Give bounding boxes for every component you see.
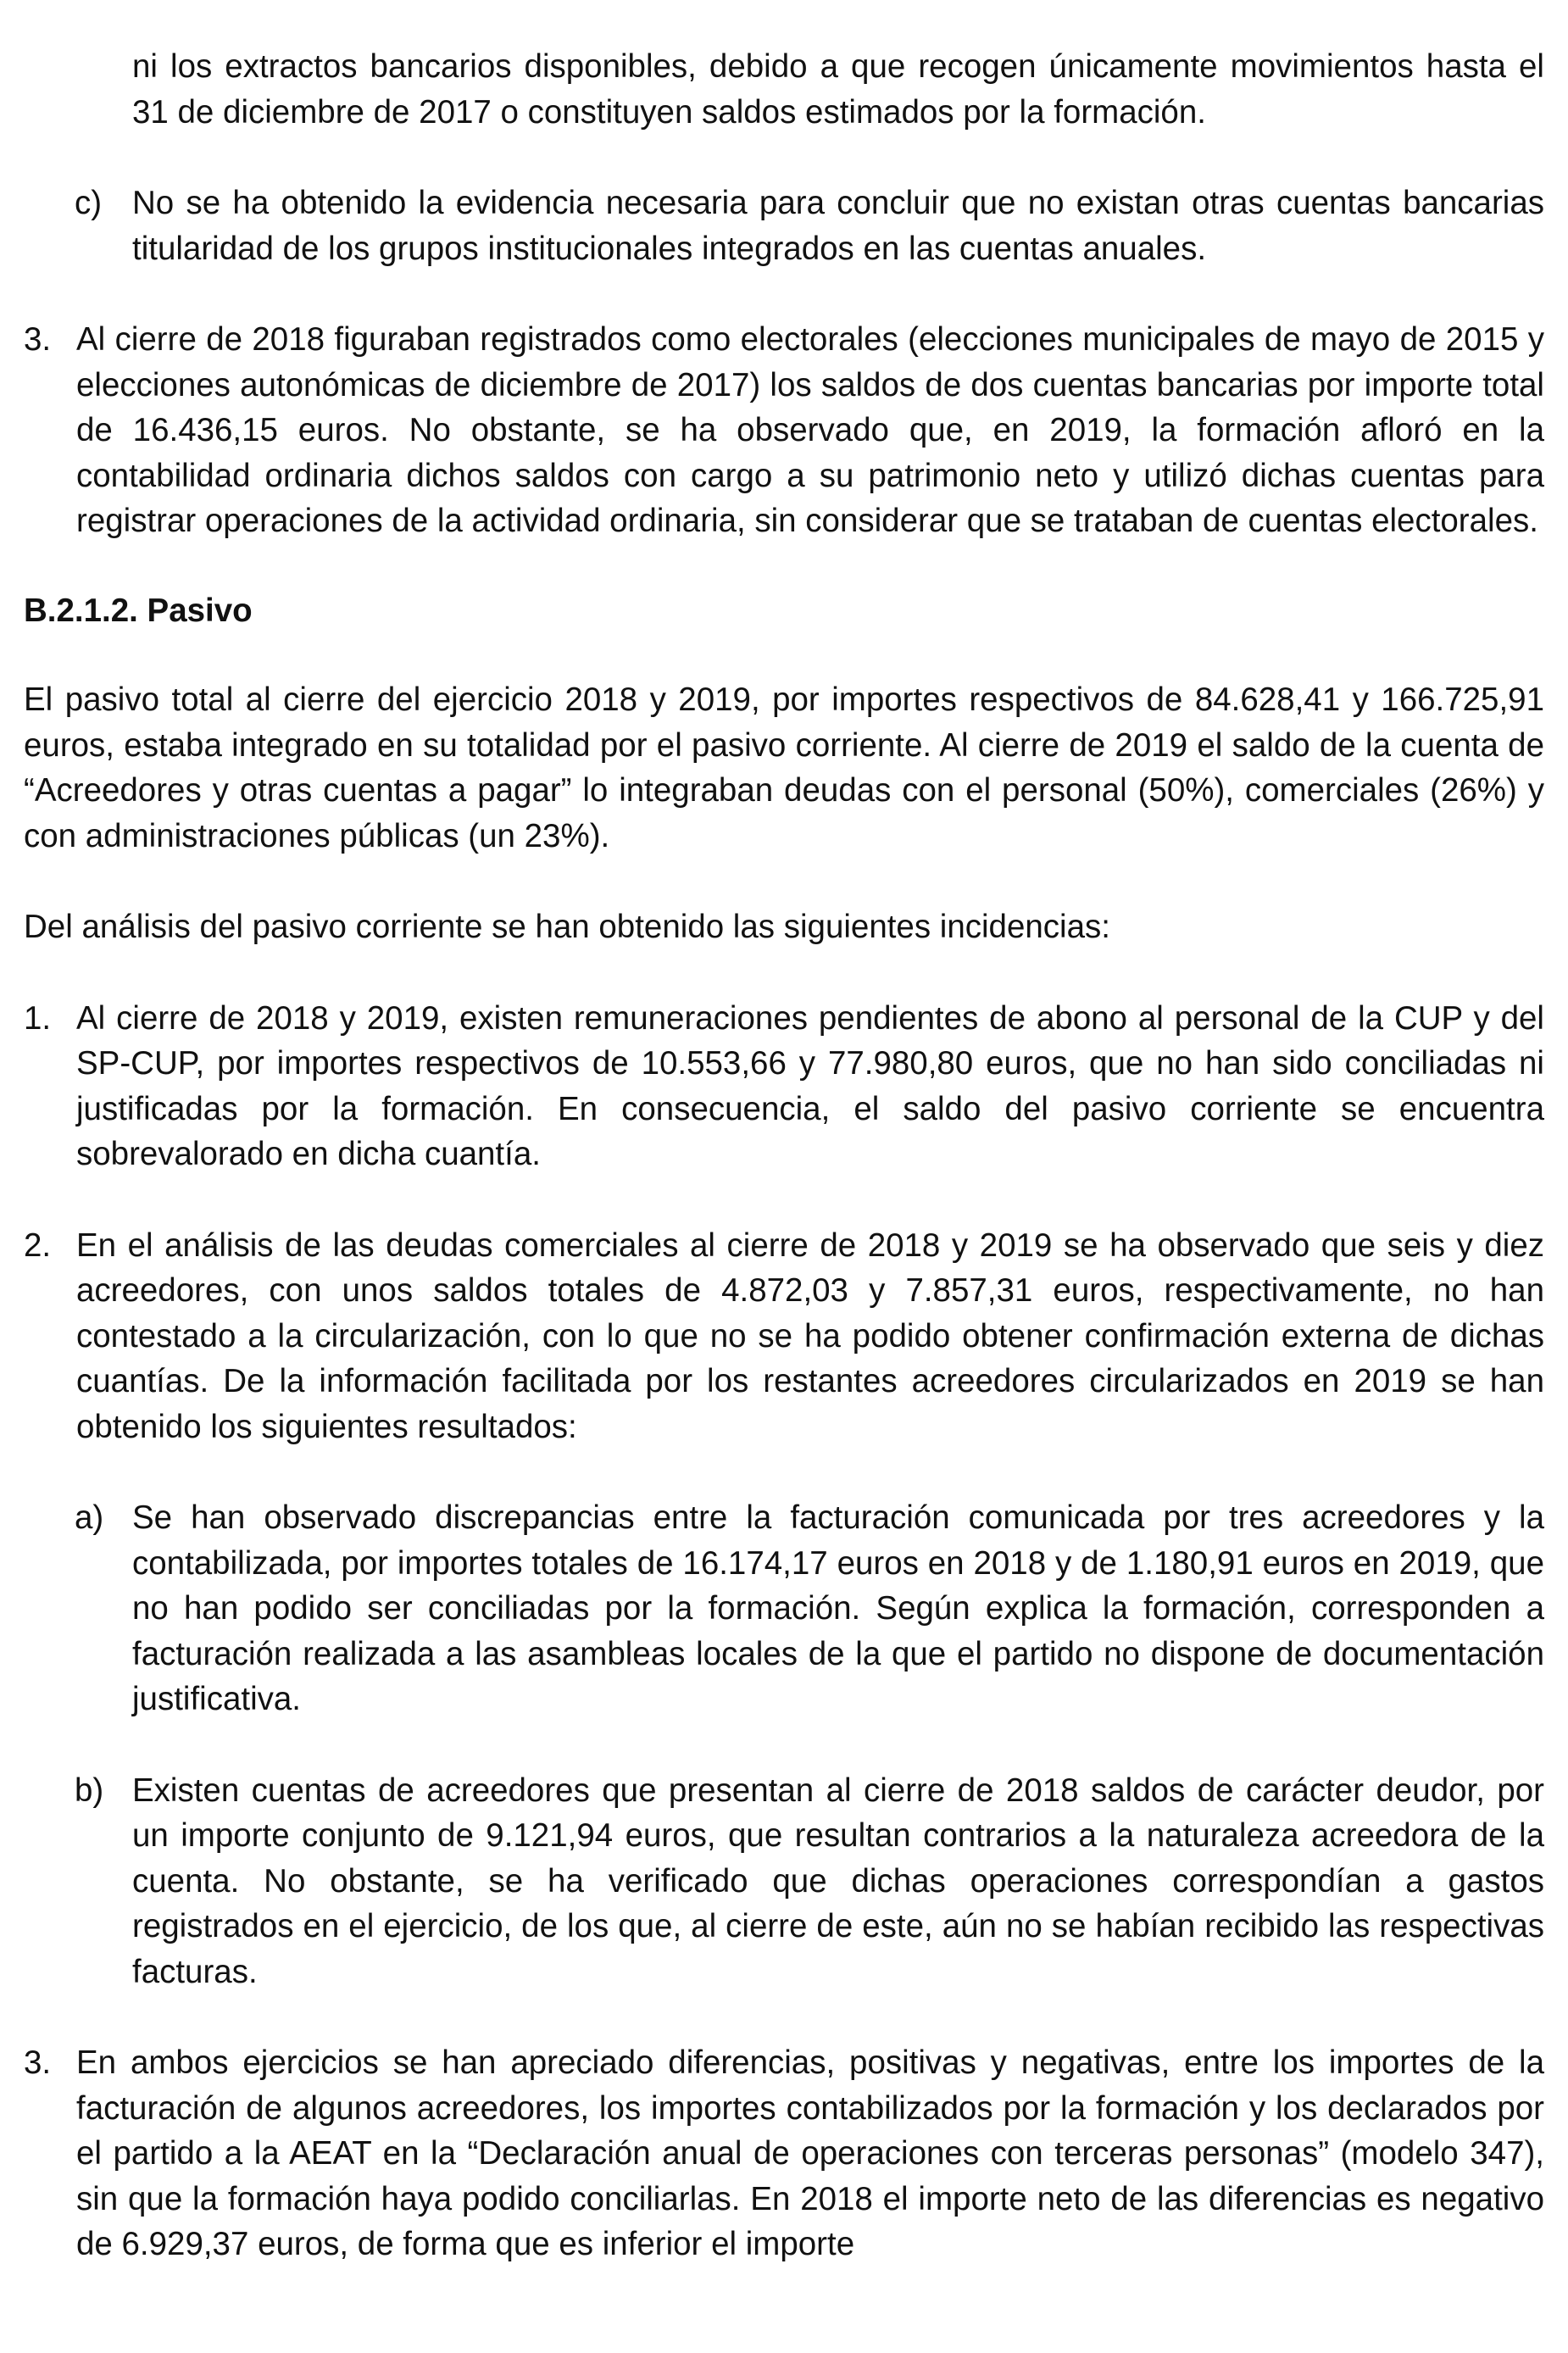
item-3-diferencias-text: En ambos ejercicios se han apreciado diferencias, positivas y negativas, entre los importes de la facturación de algunos acreedores, los importes contabilizados por la formación y los declarados por el partido a la AEAT en la “Declaración anual de operaciones con terceras personas” (modelo 347), sin que la formación haya podido conciliarlas. En 2018 el importe neto de las diferencias es negativo de 6.929,37 euros, de forma que es inferior el importe bbox=[76, 2044, 1544, 2262]
item-2b-marker: b) bbox=[75, 1772, 104, 1809]
item-2b bbox=[24, 1768, 1544, 1995]
document-page bbox=[24, 44, 1544, 2267]
item-1-marker: 1. bbox=[24, 999, 52, 1037]
item-c-marker: c) bbox=[75, 185, 103, 221]
item-3-diferencias-marker: 3. bbox=[24, 2044, 52, 2081]
item-2b-text: Existen cuentas de acreedores que presentan al cierre de 2018 saldos de carácter deudor, por un importe conjunto de 9.121,94 euros, que resultan contrarios a la naturaleza acreedora de la cuenta. No obstante, se ha verificado que dichas operaciones correspondían a gastos registrados en el ejercicio, de los que, al cierre de este, aún no se habían recibido las respectivas facturas. bbox=[132, 1772, 1544, 1990]
item-2 bbox=[24, 1223, 1544, 1450]
item-2-text: En el análisis de las deudas comerciales al cierre de 2018 y 2019 se ha observado que seis y diez acreedores, con unos saldos totales de 4.872,03 y 7.857,31 euros, respectivamente, no han contestado a la circularización, con lo que no se ha podido obtener confirmación externa de dichas cuantías. De la información facilitada por los restantes acreedores circularizados en 2019 se han obtenido los siguientes resultados: bbox=[76, 1227, 1544, 1445]
item-2-marker: 2. bbox=[24, 1227, 52, 1264]
item-1 bbox=[24, 996, 1544, 1177]
item-b-continuation bbox=[24, 44, 1544, 135]
item-3-electoral-text: Al cierre de 2018 figuraban registrados como electorales (elecciones municipales de mayo de 2015 y elecciones autonómicas de diciembre de 2017) los saldos de dos cuentas bancarias por importe total de 16.436,15 euros. No obstante, se ha observado que, en 2019, la formación afloró en la contabilidad ordinaria dichos saldos con cargo a su patrimonio neto y utilizó dichas cuentas para registrar operaciones de la actividad ordinaria, sin considerar que se trataban de cuentas electorales. bbox=[76, 321, 1544, 539]
item-c-text: No se ha obtenido la evidencia necesaria para concluir que no existan otras cuentas bancarias titularidad de los grupos institucionales integrados en las cuentas anuales. bbox=[132, 185, 1544, 267]
item-2a-text: Se han observado discrepancias entre la facturación comunicada por tres acreedores y la contabilizada, por importes totales de 16.174,17 euros en 2018 y de 1.180,91 euros en 2019, que no han podido ser conciliadas por la formación. Según explica la formación, corresponden a facturación realizada a las asambleas locales de la que el partido no dispone de documentación justificativa. bbox=[132, 1499, 1544, 1717]
paragraph-pasivo: El pasivo total al cierre del ejercicio 2018 y 2019, por importes respectivos de 84.628,41 y 166.725,91 euros, estaba integrado en su totalidad por el pasivo corriente. Al cierre de 2019 el saldo de la cuenta de “Acreedores y otras cuentas a pagar” lo integraban deudas con el personal (50%), comerciales (26%) y con administraciones públicas (un 23%). bbox=[24, 681, 1544, 854]
section-heading: B.2.1.2. Pasivo bbox=[24, 592, 253, 629]
item-3-diferencias bbox=[24, 2040, 1544, 2267]
item-3-electoral-marker: 3. bbox=[24, 321, 52, 358]
item-2a bbox=[24, 1495, 1544, 1722]
item-c bbox=[24, 181, 1544, 271]
paragraph-analisis: Del análisis del pasivo corriente se han obtenido las siguientes incidencias: bbox=[24, 909, 1110, 945]
item-2a-marker: a) bbox=[75, 1499, 104, 1536]
item-3-electoral bbox=[24, 317, 1544, 544]
item-b-continuation-text: ni los extractos bancarios disponibles, debido a que recogen únicamente movimientos hasta el 31 de diciembre de 2017 o constituyen saldos estimados por la formación. bbox=[132, 48, 1544, 131]
item-1-text: Al cierre de 2018 y 2019, existen remuneraciones pendientes de abono al personal de la CUP y del SP-CUP, por importes respectivos de 10.553,66 y 77.980,80 euros, que no han sido conciliadas ni justificadas por la formación. En consecuencia, el saldo del pasivo corriente se encuentra sobrevalorado en dicha cuantía. bbox=[76, 999, 1544, 1172]
